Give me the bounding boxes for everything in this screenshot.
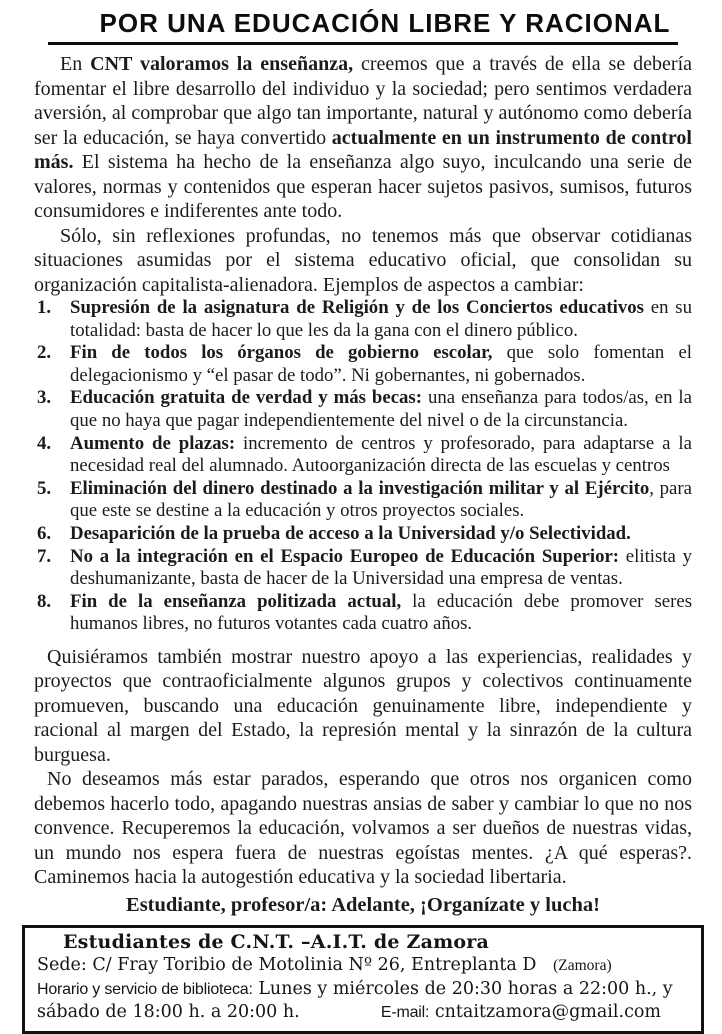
email-label: E-mail: bbox=[380, 1004, 430, 1022]
org-name: Estudiantes de C.N.T. –A.I.T. de Zamora bbox=[63, 930, 489, 953]
list-item-text: Fin de todos los órganos de gobierno escolar, que solo fomentan el delegacionismo y “el pasar de todo”. Ni gobernantes, ni gobernados. bbox=[70, 342, 692, 386]
schedule-line-2 bbox=[37, 1001, 689, 1025]
list-item bbox=[34, 478, 692, 523]
schedule-label: Horario y servicio de biblioteca: bbox=[37, 980, 253, 998]
sede-label: Sede: bbox=[37, 955, 87, 976]
sede-value: C/ Fray Toribio de Motolinia Nº 26, Entreplanta D bbox=[92, 955, 537, 976]
sede-city: (Zamora) bbox=[553, 957, 612, 975]
schedule-line-1 bbox=[37, 978, 689, 1002]
list-item-text: Aumento de plazas: incremento de centros y profesorado, para adaptarse a la necesidad real del alumnado. Autoorganización directa de las escuelas y centros bbox=[70, 432, 692, 477]
contact-box bbox=[22, 925, 704, 1034]
list-item-text: No a la integración en el Espacio Europeo de Educación Superior: elitista y deshumanizante, basta de hacer de la Universidad una empresa de ventas. bbox=[70, 545, 692, 590]
list-item-number: 7. bbox=[37, 545, 52, 567]
list-item-number: 5. bbox=[37, 477, 52, 499]
list-item-number: 6. bbox=[37, 522, 52, 544]
demands-list bbox=[34, 297, 692, 636]
email-value: cntaitzamora@gmail.com bbox=[434, 1002, 661, 1023]
list-item-text: Educación gratuita de verdad y más becas: una enseñanza para todos/as, en la que no haya que pagar independientemente del nivel o de la circunstancia. bbox=[70, 387, 692, 431]
schedule-value-1: Lunes y miércoles de 20:30 horas a 22:00 h., y bbox=[258, 978, 673, 999]
list-item bbox=[34, 523, 692, 546]
list-item bbox=[34, 591, 692, 636]
list-item-text: Eliminación del dinero destinado a la investigación militar y al Ejército, para que este se destine a la educación y otros proyectos sociales. bbox=[70, 477, 692, 522]
list-item bbox=[34, 433, 692, 478]
title-row bbox=[34, 8, 692, 45]
list-item-text: Supresión de la asignatura de Religión y de los Conciertos educativos en su totalidad: basta de hacer lo que les da la gana con el dinero público. bbox=[70, 297, 692, 341]
examples-intro-paragraph: Sólo, sin reflexiones profundas, no tenemos más que observar cotidianas situaciones asumidas por el sistema educativo oficial, que consolidan su organización capitalista-alienadora. Ejemplos de aspectos a cambiar: bbox=[34, 224, 692, 296]
list-item bbox=[34, 546, 692, 591]
action-paragraph: No deseamos más estar parados, esperando que otros nos organicen como debemos hacerlo todo, apagando nuestras ansias de saber y cambiar lo que no nos convence. Recuperemos la educación, volvamos a ser dueños de nuestras vidas, un mundo nos espera fuera de nuestras egoístas mentes. ¿A qué esperas?. Caminemos hacia la autogestión educativa y la sociedad libertaria. bbox=[34, 768, 692, 889]
list-item bbox=[34, 342, 692, 387]
list-item-number: 1. bbox=[37, 297, 52, 318]
document-title: POR UNA EDUCACIÓN LIBRE Y RACIONAL bbox=[48, 8, 679, 45]
list-item bbox=[34, 297, 692, 342]
support-paragraph: Quisiéramos también mostrar nuestro apoyo a las experiencias, realidades y proyectos que contraoficialmente algunos grupos y colectivos continuamente promueven, buscando una educación genuinamente libre, independiente y racional al margen del Estado, la represión mental y la sinrazón de la cultura burguesa. bbox=[34, 645, 692, 766]
list-item-text: Fin de la enseñanza politizada actual, la educación debe promover seres humanos libres, no futuros votantes cada cuatro años. bbox=[70, 590, 692, 635]
schedule-value-2: sábado de 18:00 h. a 20:00 h. bbox=[37, 1002, 300, 1023]
list-item-number: 2. bbox=[37, 342, 52, 364]
address-line bbox=[37, 954, 689, 978]
list-item-number: 4. bbox=[37, 432, 52, 454]
list-item-number: 8. bbox=[37, 590, 52, 612]
intro-paragraph: En CNT valoramos la enseñanza, creemos que a través de ella se debería fomentar el libre desarrollo del individuo y la sociedad; pero sentimos verdadera aversión, al comprobar que algo tan importante, natural y autónomo como debería ser la educación, se haya convertido actualmente en un instrumento de control más. El sistema ha hecho de la enseñanza algo suyo, inculcando una serie de valores, normas y contenidos que esperan hacer sujetos pasivos, sumisos, futuros consumidores e indiferentes ante todo. bbox=[34, 53, 692, 222]
call-to-action: Estudiante, profesor/a: Adelante, ¡Organízate y lucha! bbox=[126, 893, 600, 916]
list-item-text: Desaparición de la prueba de acceso a la Universidad y/o Selectividad. bbox=[70, 522, 631, 544]
list-item-number: 3. bbox=[37, 387, 52, 409]
list-item bbox=[34, 387, 692, 432]
